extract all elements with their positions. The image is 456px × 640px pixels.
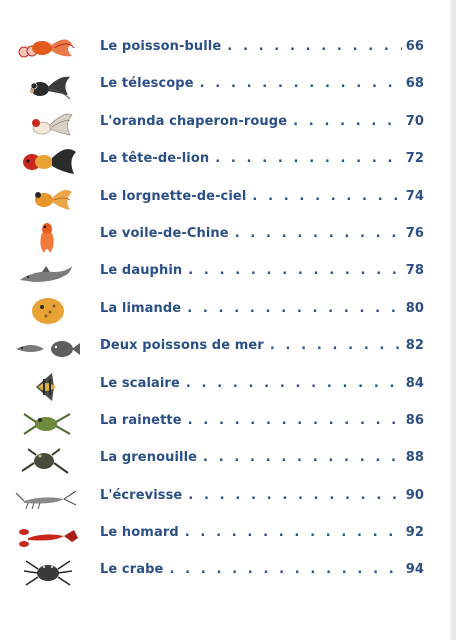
bubble-eye-goldfish-icon: [14, 32, 80, 66]
toc-entry[interactable]: [0, 292, 456, 329]
toc-entry-title: Le tête-de-lion: [100, 151, 210, 167]
toc-entry-title: La grenouille: [100, 450, 198, 466]
toc-page-number: 74: [405, 188, 424, 204]
toc-entry[interactable]: [0, 142, 456, 179]
toc-entry-title: Le homard: [100, 525, 179, 541]
toc-entry-title: L'écrevisse: [100, 487, 183, 503]
dot-leader: [188, 488, 401, 503]
toc-entry[interactable]: [0, 404, 456, 441]
dolphin-icon: [14, 256, 80, 290]
dot-leader: [186, 376, 402, 391]
crab-icon: [14, 555, 80, 589]
toc-page-number: 92: [405, 525, 424, 541]
toc-entry[interactable]: [0, 217, 456, 254]
red-cap-oranda-icon: [14, 107, 80, 141]
toc-page-number: 82: [405, 338, 424, 354]
toc-entry-title: Le poisson-bulle: [100, 39, 222, 54]
dot-leader: [200, 76, 402, 91]
dot-leader: [227, 39, 401, 54]
toc-page-number: 76: [405, 225, 424, 241]
toc-entry-title: Deux poissons de mer: [100, 338, 264, 354]
dot-leader: [235, 226, 402, 241]
toc-page-number: 72: [405, 151, 424, 167]
toc-entry-title: Le scalaire: [100, 375, 180, 391]
page-edge: [450, 0, 456, 640]
dot-leader: [203, 450, 402, 465]
toc-entry-title: Le voile-de-Chine: [100, 225, 229, 241]
two-sea-fish-icon: [14, 331, 80, 365]
toc-page-number: 70: [405, 113, 424, 129]
toc-entry[interactable]: [0, 479, 456, 516]
veiltail-goldfish-icon: [14, 219, 80, 253]
toc-page-number: 78: [405, 263, 424, 279]
toc-page-number: 88: [405, 450, 424, 466]
dot-leader: [252, 189, 401, 204]
toc-entry-title: Le télescope: [100, 76, 194, 92]
table-of-contents: [0, 30, 456, 591]
toc-page-number: 86: [405, 412, 424, 428]
flatfish-icon: [14, 294, 80, 328]
toc-page-number: 94: [405, 562, 424, 578]
toc-entry[interactable]: [0, 441, 456, 478]
crayfish-icon: [14, 481, 80, 515]
dot-leader: [270, 338, 402, 353]
frog-icon: [14, 443, 80, 477]
dot-leader: [188, 263, 401, 278]
dot-leader: [187, 301, 402, 316]
toc-entry[interactable]: [0, 254, 456, 291]
toc-entry[interactable]: [0, 329, 456, 366]
dot-leader: [188, 413, 402, 428]
toc-page-number: 84: [405, 375, 424, 391]
dot-leader: [185, 525, 402, 540]
toc-entry[interactable]: [0, 553, 456, 590]
toc-entry[interactable]: [0, 67, 456, 104]
toc-entry[interactable]: [0, 180, 456, 217]
celestial-eye-goldfish-icon: [14, 182, 80, 216]
toc-entry-title: Le lorgnette-de-ciel: [100, 188, 247, 204]
toc-page-number: 68: [405, 76, 424, 92]
toc-entry-title: La limande: [100, 300, 182, 316]
angelfish-icon: [14, 369, 80, 403]
toc-entry[interactable]: [0, 30, 456, 67]
toc-entry-title: L'oranda chaperon-rouge: [100, 113, 288, 129]
toc-page-number: 90: [405, 487, 424, 503]
dot-leader: [293, 114, 402, 129]
toc-entry-title: Le crabe: [100, 562, 164, 578]
tree-frog-icon: [14, 406, 80, 440]
lionhead-goldfish-icon: [14, 144, 80, 178]
dot-leader: [169, 562, 401, 577]
toc-page-number: 80: [405, 300, 424, 316]
toc-page-number: 66: [405, 39, 424, 54]
toc-entry-title: La rainette: [100, 412, 182, 428]
toc-entry[interactable]: [0, 105, 456, 142]
toc-entry[interactable]: [0, 367, 456, 404]
lobster-icon: [14, 518, 80, 552]
toc-entry-title: Le dauphin: [100, 263, 183, 279]
dot-leader: [215, 151, 402, 166]
toc-entry[interactable]: [0, 516, 456, 553]
telescope-goldfish-icon: [14, 69, 80, 103]
